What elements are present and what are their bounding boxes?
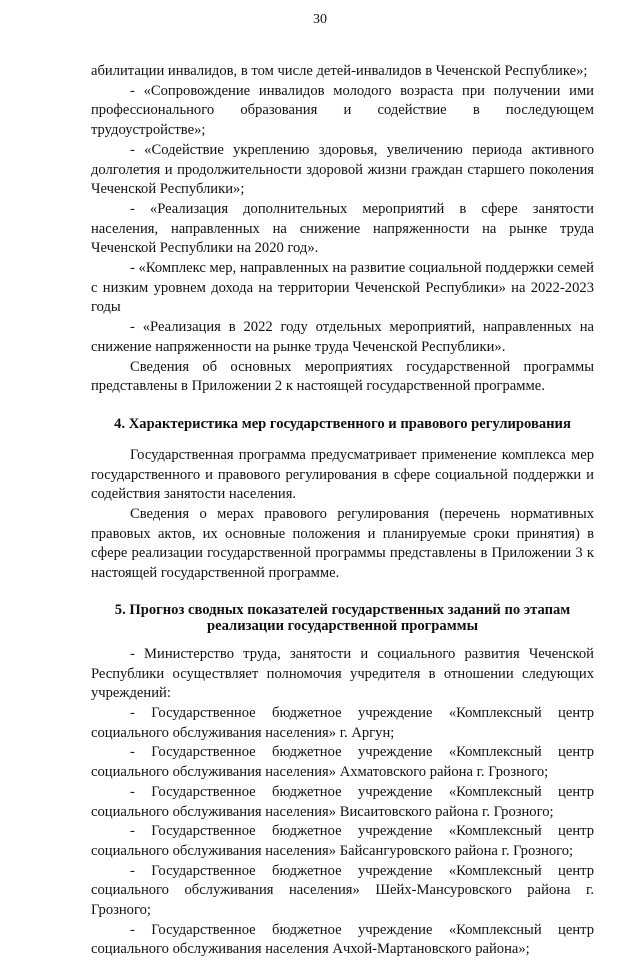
- paragraph: - «Сопровождение инвалидов молодого возраста при получении ими профессионального образования и содействие в последующем трудоустройстве»;: [91, 82, 594, 139]
- paragraph: Государственная программа предусматривает применение комплекса мер государственного и правового регулирования в сфере социальной поддержки и содействия занятости населения.: [91, 446, 594, 503]
- list-item: - Государственное бюджетное учреждение «Комплексный центр социального обслуживания населения» Шейх-Мансуровского района г. Грозного;: [91, 862, 594, 919]
- list-item: - Государственное бюджетное учреждение «Комплексный центр социального обслуживания населения» Ахматовского района г. Грозного;: [91, 744, 594, 781]
- list-item: - Государственное бюджетное учреждение «Комплексный центр социального обслуживания населения» Байсангуровского района г. Грозного;: [91, 823, 594, 859]
- paragraph: абилитации инвалидов, в том числе детей-инвалидов в Чеченской Республике»;: [91, 63, 588, 79]
- section-heading: 5. Прогноз сводных показателей государственных заданий по этапам реализации государственной программы: [114, 601, 571, 634]
- list-item: - Государственное бюджетное учреждение «Комплексный центр социального обслуживания населения Ачхой-Мартановского района»;: [91, 921, 594, 958]
- page-number: 30: [313, 12, 327, 27]
- list-item: - Государственное бюджетное учреждение «Комплексный центр социального обслуживания населения» Висаитовского района г. Грозного;: [91, 783, 594, 820]
- section-heading: 4. Характеристика мер государственного и правового регулирования: [114, 415, 571, 432]
- paragraph: - «Реализация дополнительных мероприятий в сфере занятости населения, направленных на снижение напряженности на рынке труда Чеченской Республики на 2020 год».: [91, 200, 594, 257]
- document-body: [91, 62, 594, 960]
- paragraph: Сведения о мерах правового регулирования (перечень нормативных правовых актов, их основные положения и планируемые сроки принятия) в сфере реализации государственной программы представлены в Приложении 3 к настоящей государственной программе.: [91, 506, 594, 582]
- paragraph: - «Реализация в 2022 году отдельных мероприятий, направленных на снижение напряженности на рынке труда Чеченской Республики».: [91, 319, 594, 355]
- paragraph: - «Комплекс мер, направленных на развитие социальной поддержки семей с низким уровнем дохода на территории Чеченской Республики» на 2022-2023 годы: [91, 260, 594, 316]
- paragraph: - «Содействие укреплению здоровья, увеличению периода активного долголетия и продолжительности здоровой жизни граждан старшего поколения Чеченской Республики»;: [91, 141, 594, 198]
- paragraph: Сведения об основных мероприятиях государственной программы представлены в Приложении 2 к настоящей государственной программе.: [91, 358, 594, 395]
- paragraph: - Министерство труда, занятости и социального развития Чеченской Республики осуществляет полномочия учредителя в отношении следующих учреждений:: [91, 645, 594, 702]
- list-item: - Государственное бюджетное учреждение «Комплексный центр социального обслуживания населения» г. Аргун;: [91, 704, 594, 741]
